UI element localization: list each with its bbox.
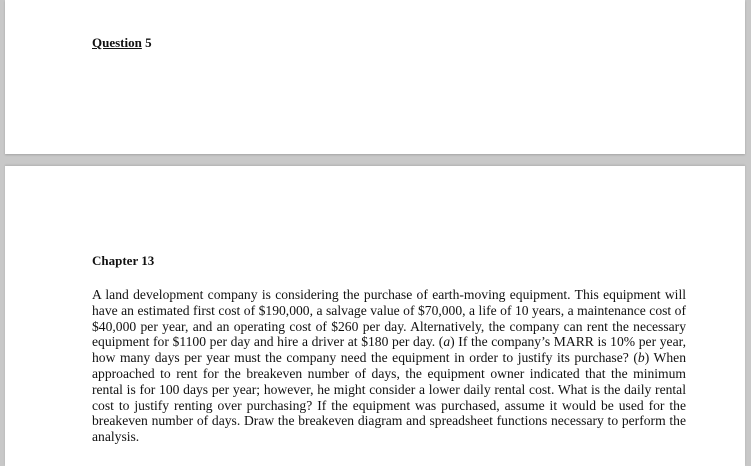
chapter-heading: Chapter 13 xyxy=(92,253,155,268)
question-label: Question xyxy=(92,35,142,50)
problem-text-part-3: ) When approached to rent for the breakeven number of days, the equipment owner indicated that the minimum rental is for 100 days per year; however, he might consider a lower daily rental cost. What is the daily rental cost to justify renting over purchasing? If the equipment was purchased, assume it would be used for the breakeven number of days. Draw the breakeven diagram and spreadsheet functions necessary to perform the analysis. xyxy=(92,350,687,445)
problem-text-part-2: ) If the company’s MARR is 10% per year, how many days per year must the company need the equipment in order to justify its purchase? ( xyxy=(92,334,686,366)
document-page-bottom xyxy=(5,166,745,466)
part-a-letter: a xyxy=(443,334,451,350)
document-page-top xyxy=(5,0,745,154)
question-heading xyxy=(92,35,152,51)
problem-statement xyxy=(92,287,686,445)
problem-text-part-1: A land development company is considering the purchase of earth-moving equipment. This equipment will have an estimated first cost of $190,000, a salvage value of $70,000, a life of 10 years, a maintenance cost of $40,000 per year, and an operating cost of $260 per day. Alternatively, the company can rent the necessary equipment for $1100 per day and hire a driver at $180 per day. ( xyxy=(92,287,686,350)
question-number: 5 xyxy=(145,35,152,50)
part-b-letter: b xyxy=(637,350,645,366)
